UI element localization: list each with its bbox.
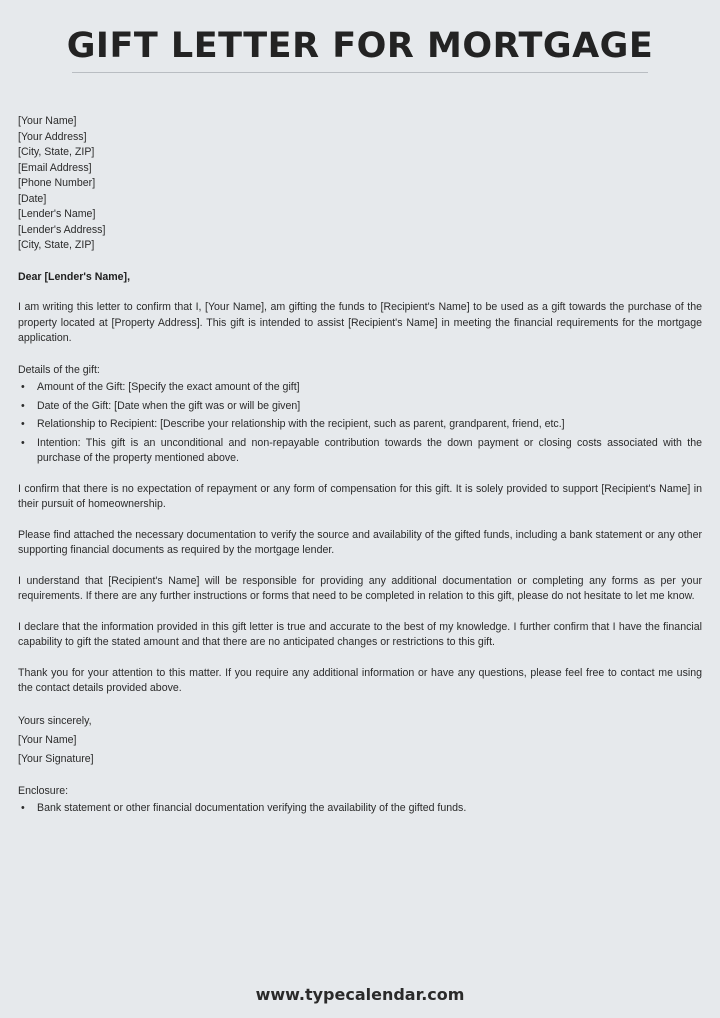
enclosure-item: Bank statement or other financial documentation verifying the availability of the gifted funds. [37,802,467,814]
salutation: Dear [Lender's Name], [18,270,131,283]
detail-amount: Amount of the Gift: [Specify the exact amount of the gift] [37,381,300,393]
enclosure-heading: Enclosure: [18,784,69,797]
responsibility-paragraph: I understand that [Recipient's Name] will be responsible for providing any additional documentation or completing any forms as per your requirements. If there are any further instructions or forms that need to be completed in relation to this gift, please do not hesitate to let me know. [18,574,702,602]
letter-body [18,114,702,820]
bullet-icon: • [21,418,25,430]
bullet-icon: • [21,399,25,412]
details-heading: Details of the gift: [18,363,100,376]
detail-intention: Intention: This gift is an unconditional and non-repayable contribution towards the down payment or closing costs associated with the purchase of the property mentioned above. [37,436,702,464]
lender-city-state-zip: [City, State, ZIP] [18,239,95,251]
sender-email: [Email Address] [18,161,92,174]
list-item [21,380,702,396]
sender-phone: [Phone Number] [18,177,96,189]
lender-address: [Lender's Address] [18,223,106,236]
valediction: Yours sincerely, [18,714,92,727]
closing-name: [Your Name] [18,733,77,746]
footer-website: www.typecalendar.com [255,985,465,1004]
list-item [21,399,702,415]
address-block [18,114,702,254]
sender-name: [Your Name] [18,115,77,127]
bullet-icon: • [21,802,25,814]
no-repayment-paragraph: I confirm that there is no expectation of repayment or any form of compensation for this gift. It is solely provided to support [Recipient's Name] in their pursuit of homeownership. [18,482,702,510]
intro-paragraph: I am writing this letter to confirm that I, [Your Name], am gifting the funds to [Recipient's Name] to be used as a gift towards the purchase of the property located at [Property Address]. This gift is intended to assist [Recipient's Name] in meeting the financial requirements for the mortgage application. [18,301,702,344]
sender-city-state-zip: [City, State, ZIP] [18,146,95,158]
closing-signature: [Your Signature] [18,752,94,765]
title-divider [72,72,648,73]
declaration-paragraph: I declare that the information provided in this gift letter is true and accurate to the best of my knowledge. I further confirm that I have the financial capability to gift the stated amount and that there are no anticipated changes or restrictions to this gift. [18,620,702,648]
enclosure-list [18,801,702,817]
page-title: GIFT LETTER FOR MORTGAGE [66,26,654,66]
thank-you-paragraph: Thank you for your attention to this matter. If you require any additional information or have any questions, please feel free to contact me using the contact details provided above. [18,666,702,694]
bullet-icon: • [21,381,25,393]
bullet-icon: • [21,436,25,449]
lender-name: [Lender's Name] [18,208,96,220]
letter-date: [Date] [18,192,47,205]
documentation-paragraph: Please find attached the necessary documentation to verify the source and availability of the gifted funds, including a bank statement or any other supporting financial documents as required by the mortgage lender. [18,528,702,556]
detail-date: Date of the Gift: [Date when the gift was or will be given] [37,399,301,412]
list-item [21,436,702,467]
sender-address: [Your Address] [18,130,87,143]
list-item [21,417,702,433]
closing-block [18,712,702,769]
detail-relationship: Relationship to Recipient: [Describe your relationship with the recipient, such as parent, grandparent, friend, etc.] [37,418,565,430]
details-list [18,380,702,467]
list-item [21,801,702,817]
